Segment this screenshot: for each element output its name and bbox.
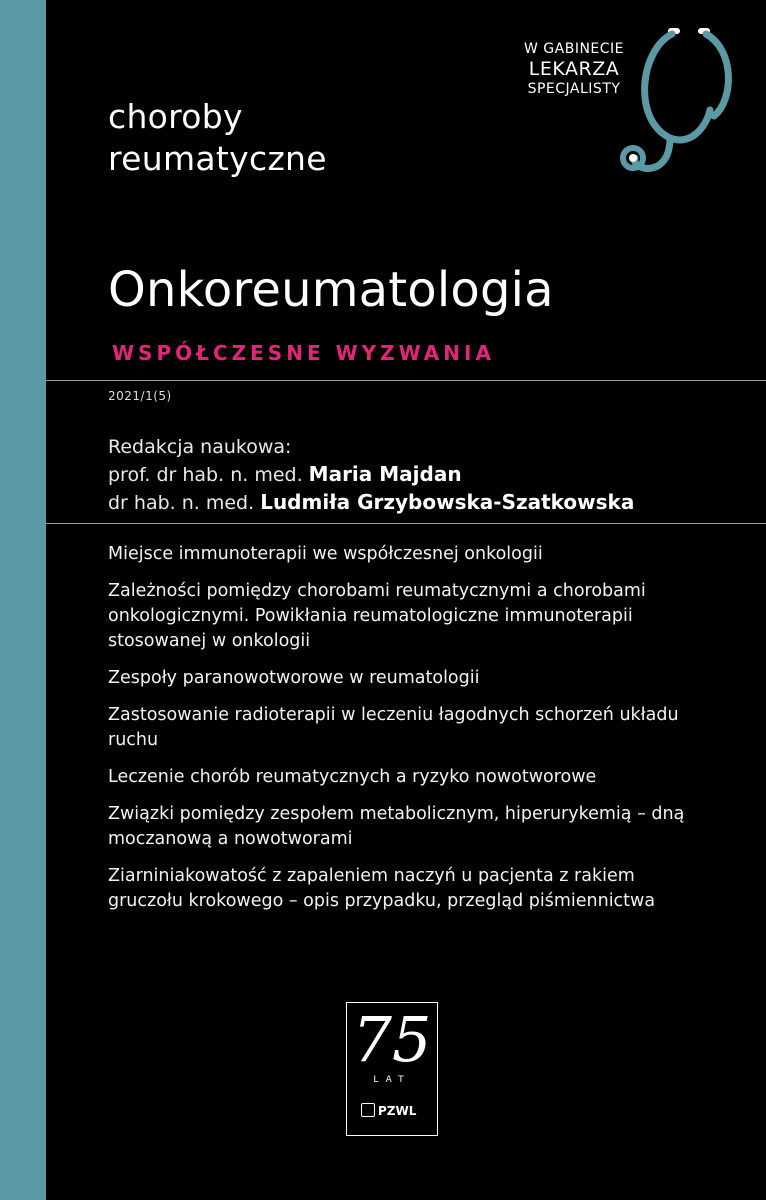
editor-2 — [108, 489, 634, 517]
editor-1-prefix: prof. dr hab. n. med. — [108, 464, 303, 486]
series-line-1: W GABINECIE — [524, 41, 625, 57]
publisher-label: PZWL — [378, 1104, 417, 1118]
anniversary-number: 75 — [352, 1003, 432, 1076]
editor-1 — [108, 461, 634, 489]
book-subtitle: WSPÓŁCZESNE WYZWANIA — [112, 341, 495, 365]
divider-top — [46, 380, 766, 381]
series-line-3: SPECJALISTY — [527, 81, 621, 97]
toc-item: Miejsce immunoterapii we współczesnej onkologii — [108, 544, 543, 564]
series-badge — [520, 20, 760, 210]
journal-title-line-2: reumatyczne — [108, 139, 327, 178]
series-name — [524, 40, 624, 98]
editors-heading: Redakcja naukowa: — [108, 436, 292, 458]
pzwl-logo-icon — [361, 1103, 375, 1117]
toc-item: Leczenie chorób reumatycznych a ryzyko nowotworowe — [108, 767, 597, 787]
issue-number: 2021/1(5) — [108, 389, 172, 403]
cover-spine — [0, 0, 46, 1200]
toc-item: Zależności pomiędzy chorobami reumatycznymi a chorobami onkologicznymi. Powikłania reumatologiczne immunoterapii stosowanej w onkologii — [108, 581, 646, 651]
editor-2-name: Ludmiła Grzybowska-Szatkowska — [260, 490, 635, 514]
journal-title-line-1: choroby — [108, 97, 243, 136]
toc-item: Zespoły paranowotworowe w reumatologii — [108, 668, 480, 688]
publisher-anniversary-logo — [346, 1002, 438, 1136]
toc-item: Ziarniniakowatość z zapaleniem naczyń u pacjenta z rakiem gruczołu krokowego – opis przypadku, przegląd piśmiennictwa — [108, 866, 656, 911]
series-line-2: LEKARZA — [528, 58, 620, 80]
divider-bottom — [46, 523, 766, 524]
editor-1-name: Maria Majdan — [308, 462, 462, 486]
table-of-contents — [108, 542, 708, 926]
journal-title — [108, 96, 327, 180]
toc-item: Związki pomiędzy zespołem metabolicznym, hiperurykemią – dną moczanową a nowotworami — [108, 804, 685, 849]
book-title: Onkoreumatologia — [108, 262, 554, 318]
toc-item: Zastosowanie radioterapii w leczeniu łagodnych schorzeń układu ruchu — [108, 705, 679, 750]
editors-block — [108, 434, 634, 517]
publisher-name — [361, 1103, 416, 1118]
editor-2-prefix: dr hab. n. med. — [108, 492, 255, 514]
anniversary-lat: LAT — [373, 1075, 411, 1085]
